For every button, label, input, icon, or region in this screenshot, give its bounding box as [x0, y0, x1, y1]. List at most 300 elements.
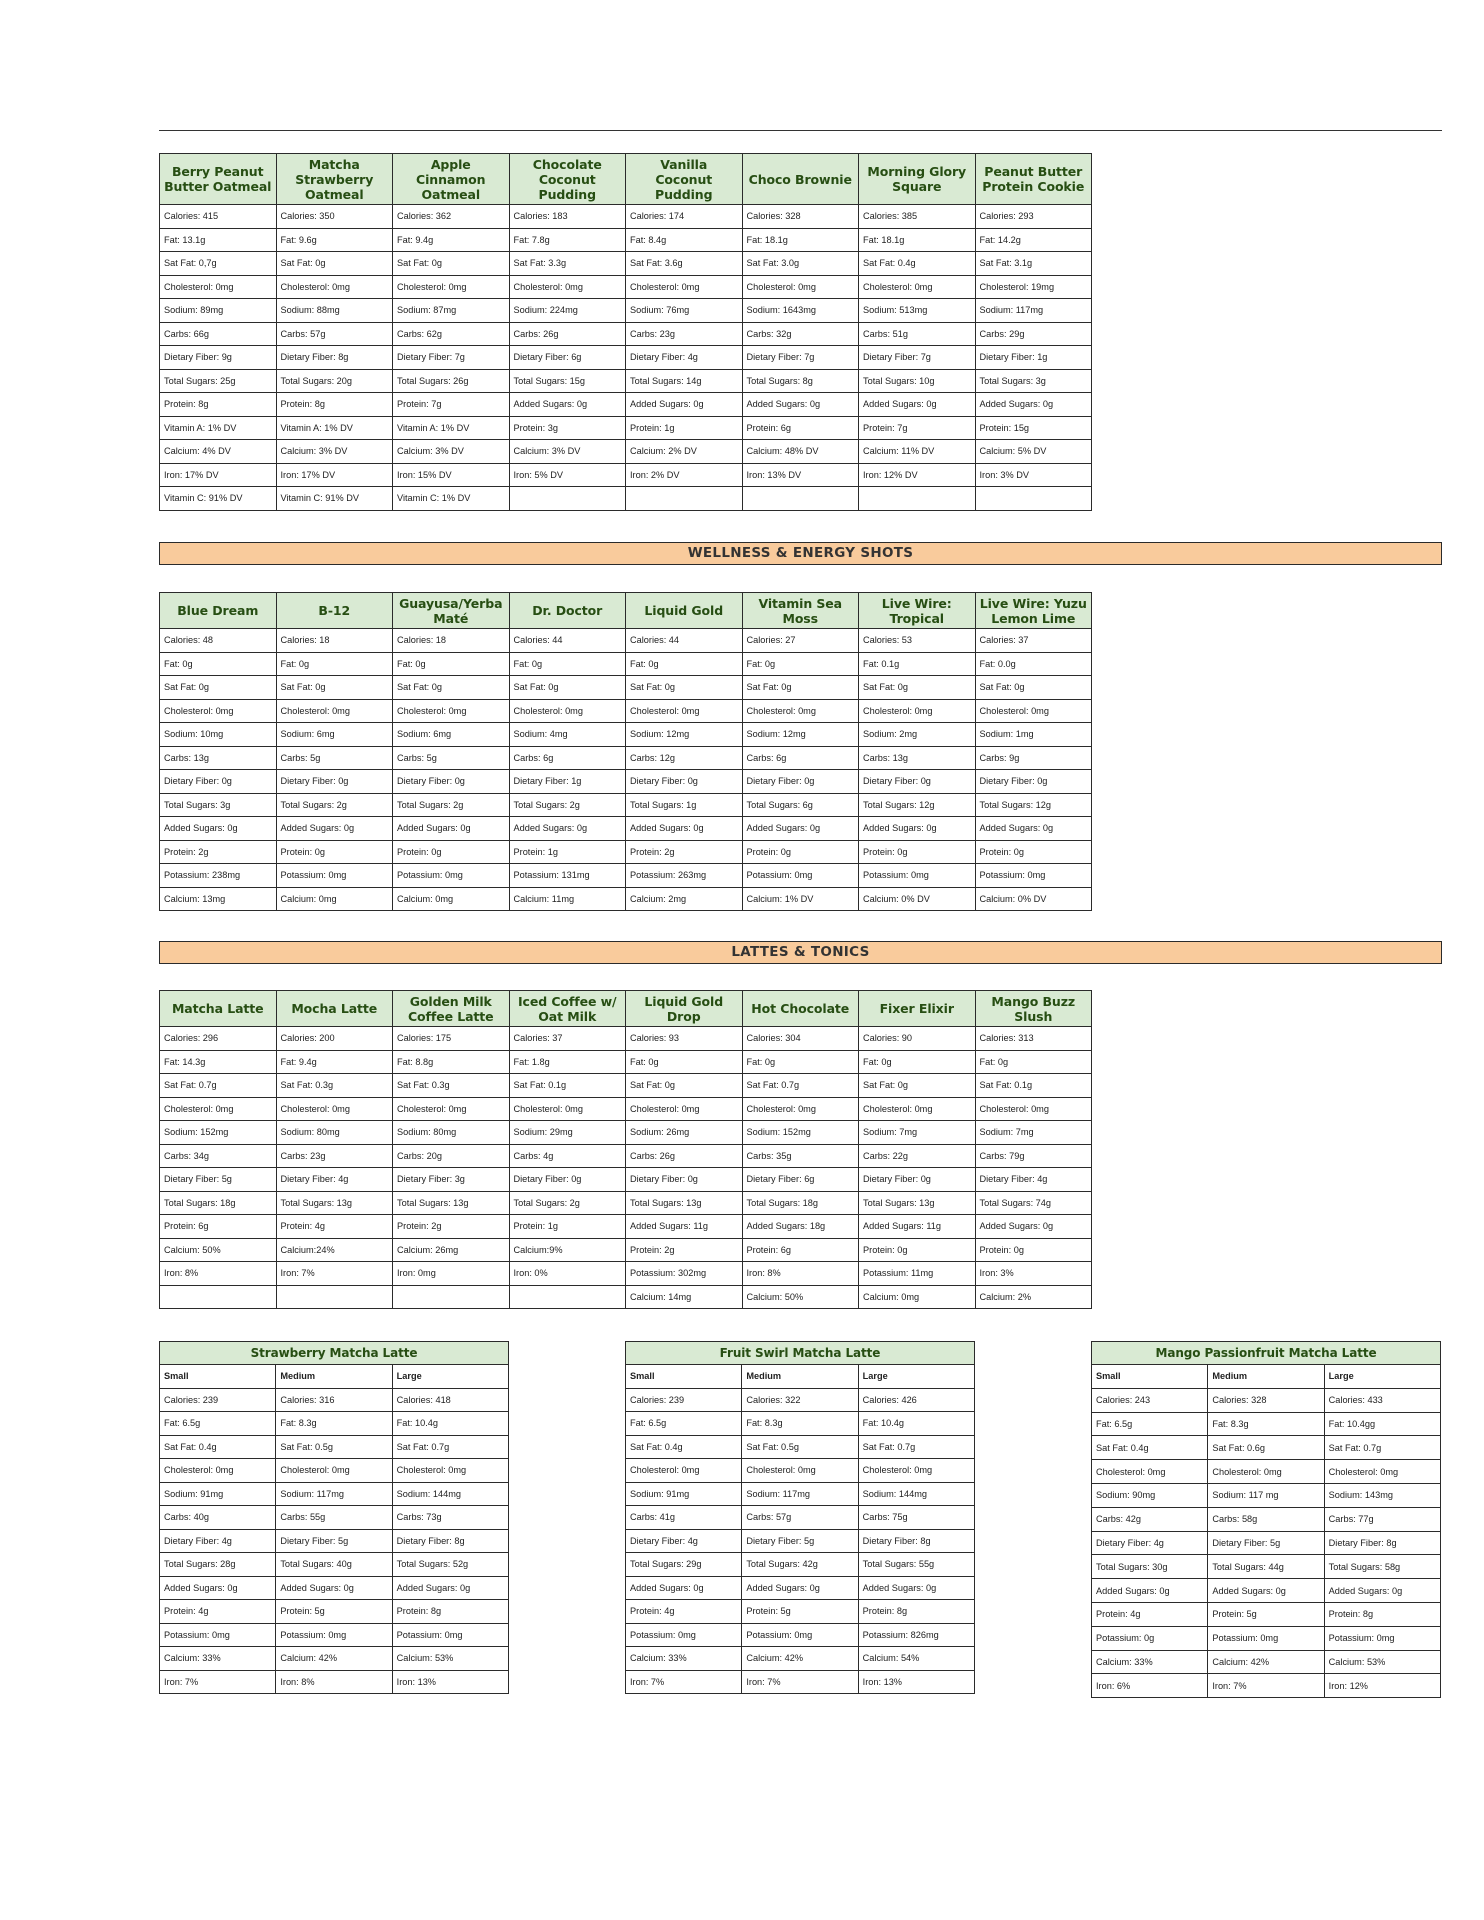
table-cell: Fat: 1.8g — [509, 1050, 626, 1074]
table-cell — [276, 1285, 393, 1309]
size-label: Large — [392, 1365, 508, 1389]
table-cell: Total Sugars: 1g — [626, 793, 743, 817]
table-cell: Calories: 304 — [742, 1027, 859, 1051]
table-cell: Fat: 10.4g — [858, 1412, 974, 1436]
table-row — [160, 205, 1092, 229]
table-row — [160, 793, 1092, 817]
table-cell — [509, 1285, 626, 1309]
column-header: Berry Peanut Butter Oatmeal — [160, 154, 277, 205]
table-cell: Sodium: 29mg — [509, 1121, 626, 1145]
column-header: Mango Buzz Slush — [975, 991, 1092, 1027]
table-cell: Iron: 8% — [742, 1262, 859, 1286]
table-cell — [509, 487, 626, 511]
table-cell: Calcium: 13mg — [160, 887, 277, 911]
table-cell: Calcium: 0mg — [393, 887, 510, 911]
table-cell: Dietary Fiber: 4g — [276, 1168, 393, 1192]
table-cell: Sodium: 91mg — [626, 1482, 742, 1506]
table-cell: Protein: 4g — [626, 1600, 742, 1624]
table-cell: Protein: 7g — [859, 416, 976, 440]
table-cell: Total Sugars: 28g — [160, 1553, 276, 1577]
table-cell: Cholesterol: 0mg — [859, 1097, 976, 1121]
table-cell: Sat Fat: 3.0g — [742, 252, 859, 276]
table-cell: Calories: 296 — [160, 1027, 277, 1051]
table-row — [160, 252, 1092, 276]
table-cell: Vitamin A: 1% DV — [393, 416, 510, 440]
table-cell — [393, 1285, 510, 1309]
table-cell: Sodium: 117 mg — [1208, 1483, 1324, 1507]
table-cell: Dietary Fiber: 0g — [509, 1168, 626, 1192]
table-cell: Protein: 0g — [975, 840, 1092, 864]
table-cell: Calcium: 53% — [1324, 1650, 1440, 1674]
table-cell: Cholesterol: 0mg — [975, 1097, 1092, 1121]
table-row — [160, 1074, 1092, 1098]
table-cell: Sat Fat: 0g — [276, 252, 393, 276]
table-cell: Potassium: 826mg — [858, 1623, 974, 1647]
table-row — [160, 416, 1092, 440]
table-cell: Added Sugars: 0g — [160, 1576, 276, 1600]
table-cell: Sat Fat: 3.1g — [975, 252, 1092, 276]
table-cell: Iron: 3% — [975, 1262, 1092, 1286]
table-row — [160, 1262, 1092, 1286]
table-cell: Dietary Fiber: 5g — [160, 1168, 277, 1192]
table-cell: Protein: 2g — [393, 1215, 510, 1239]
table-cell: Cholesterol: 0mg — [393, 1097, 510, 1121]
table-cell: Total Sugars: 25g — [160, 369, 277, 393]
table-cell: Fat: 0g — [975, 1050, 1092, 1074]
table-cell: Calcium: 5% DV — [975, 440, 1092, 464]
table-cell: Carbs: 42g — [1092, 1507, 1208, 1531]
table-cell: Vitamin A: 1% DV — [160, 416, 277, 440]
table-cell: Sat Fat: 0.3g — [393, 1074, 510, 1098]
table-cell: Sodium: 80mg — [393, 1121, 510, 1145]
table-cell: Total Sugars: 2g — [276, 793, 393, 817]
table-cell: Sat Fat: 0g — [975, 676, 1092, 700]
table-row — [626, 1482, 975, 1506]
table-cell: Sat Fat: 0.7g — [742, 1074, 859, 1098]
table-cell: Iron: 12% DV — [859, 463, 976, 487]
table-cell: Added Sugars: 0g — [742, 1576, 858, 1600]
table-cell: Cholesterol: 0mg — [276, 1097, 393, 1121]
size-label: Medium — [742, 1365, 858, 1389]
table-row — [1092, 1555, 1441, 1579]
table-cell: Dietary Fiber: 4g — [1092, 1531, 1208, 1555]
table-cell: Protein: 2g — [626, 1238, 743, 1262]
table-cell: Potassium: 0mg — [276, 1623, 392, 1647]
table-cell: Protein: 1g — [509, 1215, 626, 1239]
table-cell: Total Sugars: 15g — [509, 369, 626, 393]
table-cell: Carbs: 57g — [276, 322, 393, 346]
table-cell: Total Sugars: 2g — [509, 793, 626, 817]
table-row — [160, 1600, 509, 1624]
table-cell: Potassium: 0mg — [392, 1623, 508, 1647]
table-cell: Carbs: 6g — [742, 746, 859, 770]
table-cell: Fat: 6.5g — [160, 1412, 276, 1436]
table-cell: Sodium: 7mg — [975, 1121, 1092, 1145]
table-cell: Protein: 7g — [393, 393, 510, 417]
column-header: Live Wire: Tropical — [859, 593, 976, 629]
table-cell: Iron: 8% — [276, 1670, 392, 1694]
table-cell — [626, 487, 743, 511]
table-cell: Potassium: 0mg — [1324, 1626, 1440, 1650]
table-cell: Calories: 44 — [626, 629, 743, 653]
table-cell: Total Sugars: 40g — [276, 1553, 392, 1577]
table-cell: Carbs: 55g — [276, 1506, 392, 1530]
table-cell: Calcium: 2% DV — [626, 440, 743, 464]
title-row — [160, 1342, 509, 1365]
table-cell: Calcium:24% — [276, 1238, 393, 1262]
table-cell: Cholesterol: 0mg — [509, 699, 626, 723]
table-cell: Calcium: 2mg — [626, 887, 743, 911]
table-cell: Fat: 9.4g — [393, 228, 510, 252]
table-cell: Added Sugars: 0g — [392, 1576, 508, 1600]
table-cell: Potassium: 0mg — [975, 864, 1092, 888]
size-label: Large — [1324, 1365, 1440, 1389]
table-cell: Sat Fat: 0.3g — [276, 1074, 393, 1098]
table-cell: Protein: 5g — [742, 1600, 858, 1624]
table-cell: Total Sugars: 13g — [393, 1191, 510, 1215]
table-cell: Protein: 0g — [393, 840, 510, 864]
table-cell: Dietary Fiber: 5g — [276, 1529, 392, 1553]
size-header-row — [626, 1365, 975, 1389]
table-cell: Iron: 0mg — [393, 1262, 510, 1286]
table-row — [160, 699, 1092, 723]
table-row — [160, 1168, 1092, 1192]
table-cell: Total Sugars: 18g — [160, 1191, 277, 1215]
table-cell: Fat: 0g — [742, 652, 859, 676]
table-cell: Sat Fat: 0.7g — [160, 1074, 277, 1098]
table-cell: Dietary Fiber: 0g — [975, 770, 1092, 794]
table-cell: Fat: 8.3g — [742, 1412, 858, 1436]
table-cell: Added Sugars: 0g — [393, 817, 510, 841]
table-cell: Sodium: 1643mg — [742, 299, 859, 323]
table-cell: Fat: 14.2g — [975, 228, 1092, 252]
table-row — [1092, 1674, 1441, 1698]
column-header: Iced Coffee w/ Oat Milk — [509, 991, 626, 1027]
table-row — [160, 1506, 509, 1530]
table-cell: Calcium: 26mg — [393, 1238, 510, 1262]
table-row — [626, 1412, 975, 1436]
table-cell — [742, 487, 859, 511]
column-header: Peanut Butter Protein Cookie — [975, 154, 1092, 205]
table-cell: Cholesterol: 0mg — [975, 699, 1092, 723]
table-cell: Sat Fat: 0,7g — [160, 252, 277, 276]
table-cell: Added Sugars: 0g — [1092, 1579, 1208, 1603]
table-row — [160, 440, 1092, 464]
table-cell: Dietary Fiber: 7g — [742, 346, 859, 370]
table-cell: Calcium: 42% — [276, 1647, 392, 1671]
table-cell: Added Sugars: 0g — [1324, 1579, 1440, 1603]
table-cell: Total Sugars: 14g — [626, 369, 743, 393]
table-row — [160, 1050, 1092, 1074]
table-cell: Calories: 183 — [509, 205, 626, 229]
table-cell: Carbs: 4g — [509, 1144, 626, 1168]
table-cell: Sodium: 143mg — [1324, 1483, 1440, 1507]
table-cell: Added Sugars: 0g — [975, 817, 1092, 841]
table-row — [160, 840, 1092, 864]
table-cell: Protein: 6g — [160, 1215, 277, 1239]
table-cell: Iron: 13% — [392, 1670, 508, 1694]
table-cell: Dietary Fiber: 0g — [276, 770, 393, 794]
table-cell: Sat Fat: 0.4g — [859, 252, 976, 276]
table-cell: Protein: 5g — [1208, 1602, 1324, 1626]
table-cell: Carbs: 66g — [160, 322, 277, 346]
table-row — [160, 629, 1092, 653]
table-cell: Dietary Fiber: 1g — [975, 346, 1092, 370]
table-cell: Sodium: 513mg — [859, 299, 976, 323]
size-table-title: Strawberry Matcha Latte — [160, 1342, 509, 1365]
table-cell: Protein: 0g — [742, 840, 859, 864]
table-cell: Added Sugars: 0g — [626, 393, 743, 417]
table-cell: Sat Fat: 0.4g — [626, 1435, 742, 1459]
table-cell: Calories: 415 — [160, 205, 277, 229]
table-cell: Cholesterol: 0mg — [626, 699, 743, 723]
header-row — [160, 154, 1092, 205]
table-cell: Protein: 0g — [276, 840, 393, 864]
table-cell: Calories: 328 — [742, 205, 859, 229]
table-cell: Calories: 18 — [276, 629, 393, 653]
table-cell: Dietary Fiber: 7g — [859, 346, 976, 370]
table-cell: Cholesterol: 0mg — [859, 699, 976, 723]
table-cell: Potassium: 0mg — [626, 1623, 742, 1647]
column-header: Live Wire: Yuzu Lemon Lime — [975, 593, 1092, 629]
table-cell — [160, 1285, 277, 1309]
table-row — [160, 1647, 509, 1671]
table-cell: Iron: 13% DV — [742, 463, 859, 487]
table-cell: Calories: 426 — [858, 1388, 974, 1412]
table-cell: Carbs: 5g — [393, 746, 510, 770]
table-cell: Calories: 418 — [392, 1388, 508, 1412]
table-cell: Calcium: 50% — [160, 1238, 277, 1262]
table-cell: Carbs: 41g — [626, 1506, 742, 1530]
table-row — [160, 817, 1092, 841]
table-cell: Iron: 7% — [742, 1670, 858, 1694]
table-cell: Calcium: 54% — [858, 1647, 974, 1671]
table-cell: Sat Fat: 3.6g — [626, 252, 743, 276]
table-cell: Carbs: 29g — [975, 322, 1092, 346]
table-cell: Calories: 239 — [160, 1388, 276, 1412]
table-cell: Calories: 433 — [1324, 1388, 1440, 1412]
table-cell: Protein: 8g — [160, 393, 277, 417]
table-cell: Vitamin C: 91% DV — [276, 487, 393, 511]
table-cell: Fat: 14.3g — [160, 1050, 277, 1074]
table-cell: Added Sugars: 0g — [859, 393, 976, 417]
table-row — [626, 1388, 975, 1412]
column-header: Chocolate Coconut Pudding — [509, 154, 626, 205]
table-cell: Sat Fat: 0.7g — [1324, 1436, 1440, 1460]
table-row — [160, 369, 1092, 393]
table-cell: Protein: 6g — [742, 1238, 859, 1262]
table-cell: Dietary Fiber: 0g — [742, 770, 859, 794]
table-cell: Protein: 8g — [1324, 1602, 1440, 1626]
size-label: Small — [1092, 1365, 1208, 1389]
table-cell: Added Sugars: 0g — [509, 393, 626, 417]
table-cell: Total Sugars: 2g — [509, 1191, 626, 1215]
table-cell: Vitamin C: 1% DV — [393, 487, 510, 511]
table-cell: Cholesterol: 0mg — [626, 1097, 743, 1121]
top-divider — [159, 130, 1442, 131]
table-cell: Calcium: 33% — [160, 1647, 276, 1671]
table-cell: Sodium: 117mg — [742, 1482, 858, 1506]
table-row — [1092, 1460, 1441, 1484]
table-cell: Sat Fat: 0.1g — [975, 1074, 1092, 1098]
table-row — [160, 652, 1092, 676]
table-cell: Calories: 44 — [509, 629, 626, 653]
table-cell: Dietary Fiber: 4g — [160, 1529, 276, 1553]
table-cell: Protein: 8g — [858, 1600, 974, 1624]
table-cell: Dietary Fiber: 1g — [509, 770, 626, 794]
table-cell: Carbs: 22g — [859, 1144, 976, 1168]
table-cell: Iron: 5% DV — [509, 463, 626, 487]
table-cell: Iron: 7% — [160, 1670, 276, 1694]
table-cell: Sodium: 152mg — [160, 1121, 277, 1145]
column-header: Matcha Latte — [160, 991, 277, 1027]
table-row — [160, 1459, 509, 1483]
table-row — [160, 887, 1092, 911]
table-cell: Dietary Fiber: 8g — [276, 346, 393, 370]
table-cell: Sat Fat: 0.1g — [509, 1074, 626, 1098]
table-cell: Potassium: 0mg — [742, 1623, 858, 1647]
table-cell: Cholesterol: 0mg — [160, 1097, 277, 1121]
table-cell: Calcium: 0% DV — [859, 887, 976, 911]
table-row — [1092, 1531, 1441, 1555]
table-cell: Added Sugars: 11g — [859, 1215, 976, 1239]
table-cell: Total Sugars: 10g — [859, 369, 976, 393]
table-row — [160, 1553, 509, 1577]
table-cell: Total Sugars: 55g — [858, 1553, 974, 1577]
table-cell: Iron: 6% — [1092, 1674, 1208, 1698]
table-cell: Cholesterol: 0mg — [626, 1459, 742, 1483]
table-row — [1092, 1412, 1441, 1436]
table-row — [626, 1506, 975, 1530]
table-row — [160, 864, 1092, 888]
table-row — [626, 1529, 975, 1553]
table-row — [160, 322, 1092, 346]
table-cell: Carbs: 6g — [509, 746, 626, 770]
table-cell: Added Sugars: 0g — [859, 817, 976, 841]
table-cell: Added Sugars: 0g — [626, 817, 743, 841]
table-cell: Cholesterol: 19mg — [975, 275, 1092, 299]
column-header: Apple Cinnamon Oatmeal — [393, 154, 510, 205]
table-cell: Sat Fat: 0.7g — [392, 1435, 508, 1459]
table-cell: Calories: 174 — [626, 205, 743, 229]
column-header: Liquid Gold Drop — [626, 991, 743, 1027]
table-cell: Fat: 18.1g — [742, 228, 859, 252]
table-cell: Calcium: 2% — [975, 1285, 1092, 1309]
table-cell: Vitamin A: 1% DV — [276, 416, 393, 440]
table-cell: Cholesterol: 0mg — [160, 275, 277, 299]
lattes-nutrition-table — [159, 990, 1092, 1309]
table-cell: Protein: 8g — [276, 393, 393, 417]
table-cell: Dietary Fiber: 5g — [1208, 1531, 1324, 1555]
table-cell: Dietary Fiber: 5g — [742, 1529, 858, 1553]
table-cell: Calories: 362 — [393, 205, 510, 229]
table-row — [160, 463, 1092, 487]
table-cell: Calories: 239 — [626, 1388, 742, 1412]
table-cell: Sodium: 224mg — [509, 299, 626, 323]
size-label: Small — [160, 1365, 276, 1389]
table-cell: Dietary Fiber: 0g — [393, 770, 510, 794]
table-cell: Cholesterol: 0mg — [742, 699, 859, 723]
table-row — [160, 1027, 1092, 1051]
table-row — [160, 1097, 1092, 1121]
table-cell: Cholesterol: 0mg — [393, 275, 510, 299]
table-cell: Sodium: 10mg — [160, 723, 277, 747]
table-cell: Protein: 2g — [626, 840, 743, 864]
table-cell: Protein: 0g — [859, 1238, 976, 1262]
table-cell: Added Sugars: 0g — [742, 393, 859, 417]
table-cell: Dietary Fiber: 6g — [742, 1168, 859, 1192]
table-cell: Potassium: 0mg — [859, 864, 976, 888]
table-cell: Total Sugars: 74g — [975, 1191, 1092, 1215]
strawberry-matcha-size-table — [159, 1341, 509, 1694]
table-cell: Cholesterol: 0mg — [859, 275, 976, 299]
table-row — [160, 1482, 509, 1506]
table-cell: Protein: 1g — [626, 416, 743, 440]
size-table-title: Fruit Swirl Matcha Latte — [626, 1342, 975, 1365]
mango-passionfruit-matcha-size-table — [1091, 1341, 1441, 1698]
table-row — [626, 1553, 975, 1577]
table-cell: Sodium: 12mg — [626, 723, 743, 747]
table-cell: Calories: 328 — [1208, 1388, 1324, 1412]
table-cell: Sat Fat: 0.4g — [1092, 1436, 1208, 1460]
table-cell: Iron: 0% — [509, 1262, 626, 1286]
table-cell: Cholesterol: 0mg — [742, 1097, 859, 1121]
table-cell: Sat Fat: 0g — [626, 1074, 743, 1098]
table-row — [160, 1121, 1092, 1145]
table-cell: Dietary Fiber: 0g — [626, 770, 743, 794]
table-cell: Protein: 4g — [1092, 1602, 1208, 1626]
size-header-row — [1092, 1365, 1441, 1389]
table-cell: Potassium: 11mg — [859, 1262, 976, 1286]
table-row — [1092, 1483, 1441, 1507]
column-header: B-12 — [276, 593, 393, 629]
table-cell: Calcium: 42% — [742, 1647, 858, 1671]
table-cell: Carbs: 26g — [509, 322, 626, 346]
table-cell: Calories: 90 — [859, 1027, 976, 1051]
table-cell: Calcium: 14mg — [626, 1285, 743, 1309]
table-row — [160, 1435, 509, 1459]
table-cell: Calories: 18 — [393, 629, 510, 653]
table-row — [626, 1623, 975, 1647]
table-cell: Sodium: 89mg — [160, 299, 277, 323]
table-cell: Protein: 2g — [160, 840, 277, 864]
table-cell: Cholesterol: 0mg — [1208, 1460, 1324, 1484]
table-cell: Calcium: 1% DV — [742, 887, 859, 911]
table-cell: Cholesterol: 0mg — [509, 275, 626, 299]
table-cell: Total Sugars: 44g — [1208, 1555, 1324, 1579]
table-cell: Total Sugars: 18g — [742, 1191, 859, 1215]
column-header: Blue Dream — [160, 593, 277, 629]
table-cell: Sodium: 6mg — [393, 723, 510, 747]
table-cell: Protein: 6g — [742, 416, 859, 440]
table-cell: Calories: 293 — [975, 205, 1092, 229]
table-cell: Added Sugars: 0g — [276, 1576, 392, 1600]
table-cell: Total Sugars: 13g — [276, 1191, 393, 1215]
table-cell: Fat: 0g — [626, 1050, 743, 1074]
table-cell: Cholesterol: 0mg — [393, 699, 510, 723]
table-row — [160, 1412, 509, 1436]
table-cell: Calories: 53 — [859, 629, 976, 653]
table-row — [626, 1459, 975, 1483]
table-cell: Sodium: 152mg — [742, 1121, 859, 1145]
table-cell: Cholesterol: 0mg — [509, 1097, 626, 1121]
table-cell: Calories: 175 — [393, 1027, 510, 1051]
table-cell: Sodium: 26mg — [626, 1121, 743, 1145]
table-cell: Fat: 9.6g — [276, 228, 393, 252]
table-cell: Carbs: 77g — [1324, 1507, 1440, 1531]
table-cell: Sat Fat: 3.3g — [509, 252, 626, 276]
breakfast-nutrition-table — [159, 153, 1092, 511]
